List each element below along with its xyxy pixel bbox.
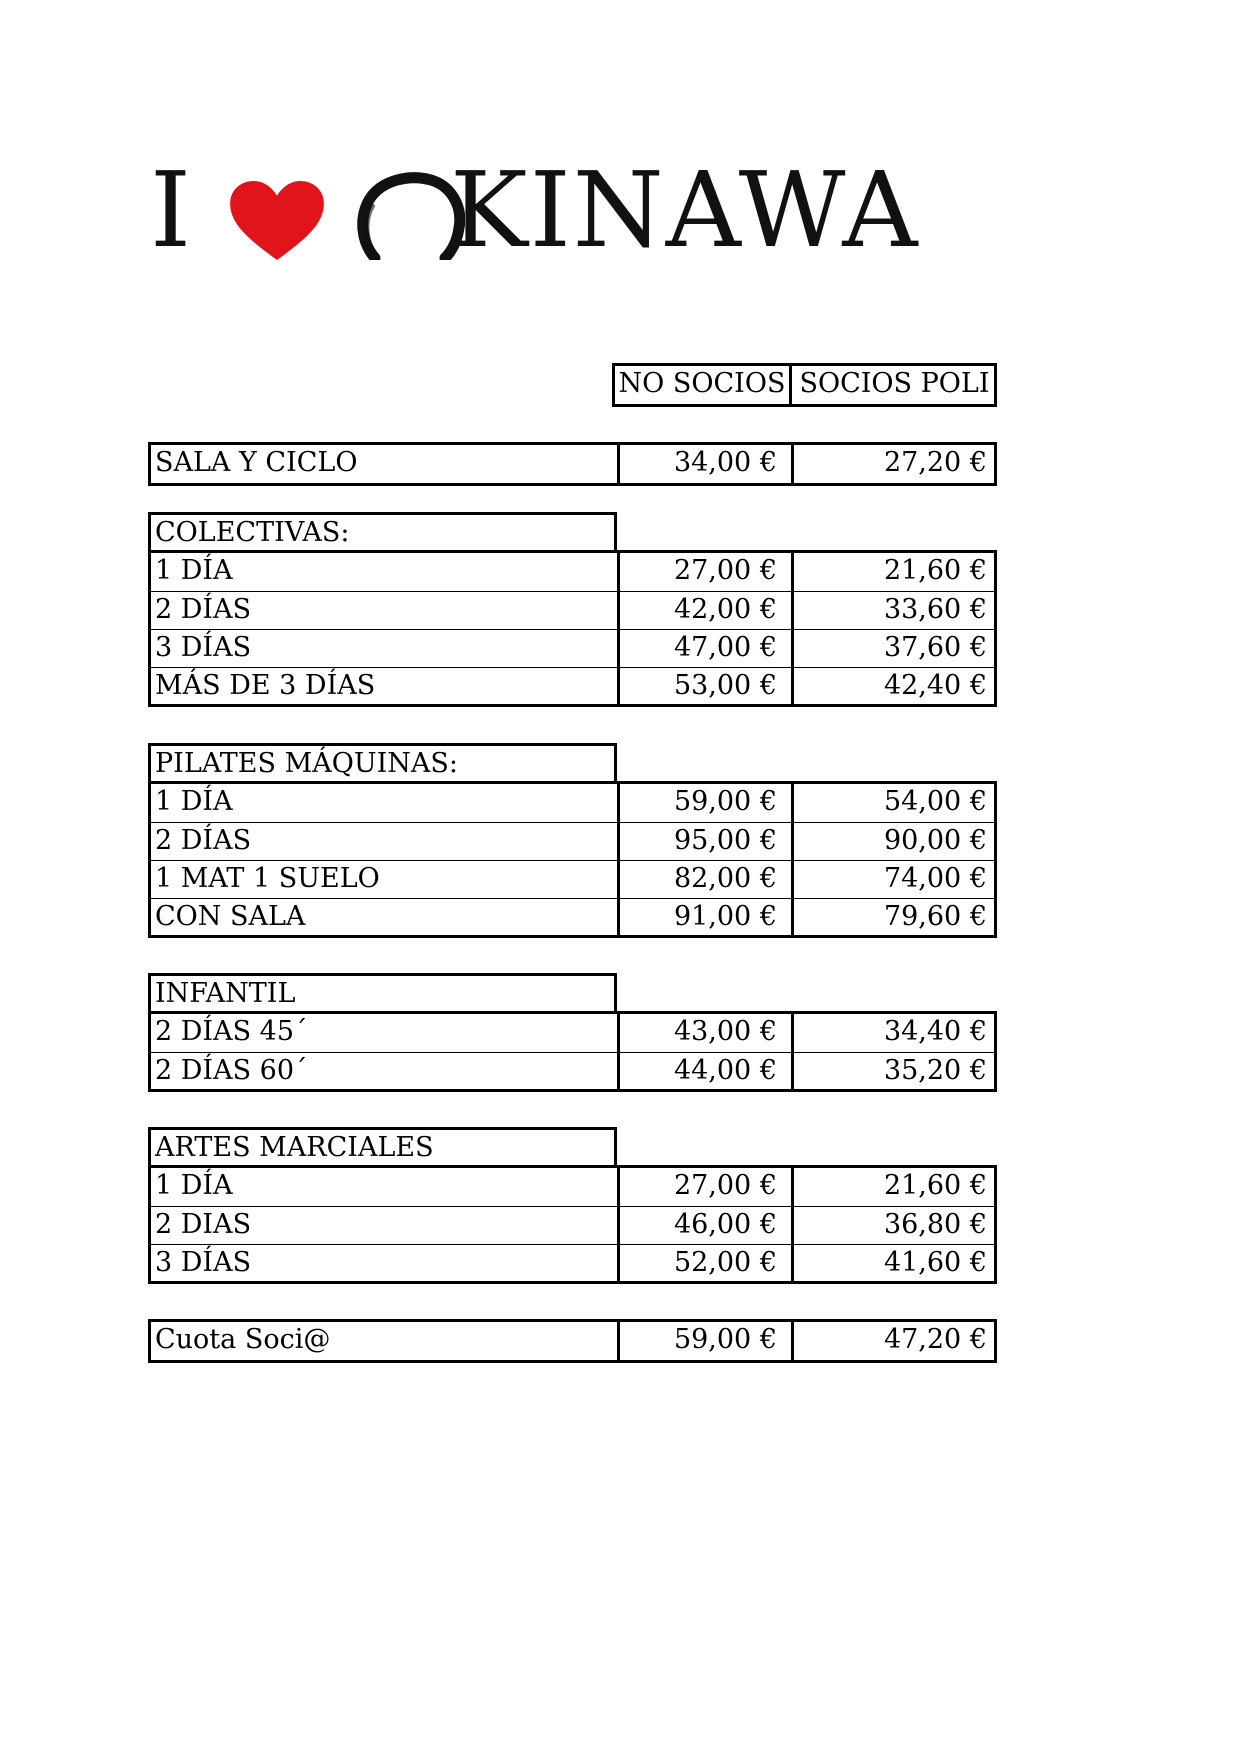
price-socios-poli: 54,00 € (791, 784, 1001, 822)
row-label: 2 DIAS (155, 1209, 252, 1240)
table-row (151, 553, 994, 591)
price-no-socios: 91,00 € (617, 899, 791, 936)
price-no-socios: 34,00 € (617, 445, 791, 483)
price-socios-poli: 79,60 € (791, 899, 1001, 936)
table-row (151, 1244, 994, 1282)
price-socios-poli: 41,60 € (791, 1245, 1001, 1282)
table-row (151, 1322, 994, 1360)
header-no-socios: NO SOCIOS (618, 368, 786, 399)
price-no-socios: 44,00 € (617, 1053, 791, 1090)
row-label: 2 DÍAS 60´ (155, 1055, 308, 1086)
row-label: 2 DÍAS 45´ (155, 1016, 308, 1047)
row-label: 1 DÍA (155, 786, 233, 817)
price-socios-poli: 37,60 € (791, 630, 1001, 667)
row-label: CON SALA (155, 901, 306, 932)
section-title-artes-marciales: ARTES MARCIALES (148, 1127, 617, 1168)
header-socios-poli: SOCIOS POLI (789, 366, 997, 404)
price-socios-poli: 90,00 € (791, 823, 1001, 860)
price-socios-poli: 74,00 € (791, 861, 1001, 898)
price-no-socios: 52,00 € (617, 1245, 791, 1282)
logo-text: KINAWA (450, 149, 920, 271)
row-label: 3 DÍAS (155, 632, 252, 663)
price-socios-poli: 36,80 € (791, 1207, 1001, 1244)
price-socios-poli: 33,60 € (791, 592, 1001, 629)
price-no-socios: 59,00 € (617, 1322, 791, 1360)
sala-y-ciclo-table (148, 442, 997, 486)
row-label: 1 DÍA (155, 1170, 233, 1201)
price-socios-poli: 35,20 € (791, 1053, 1001, 1090)
colectivas-table (148, 550, 997, 707)
cuota-socio-table (148, 1319, 997, 1363)
price-no-socios: 42,00 € (617, 592, 791, 629)
price-no-socios: 27,00 € (617, 1168, 791, 1206)
artes-marciales-table (148, 1165, 997, 1284)
logo (150, 149, 970, 271)
column-header (612, 363, 997, 407)
price-no-socios: 47,00 € (617, 630, 791, 667)
section-title-infantil: INFANTIL (148, 973, 617, 1014)
pilates-table (148, 781, 997, 938)
table-row (151, 1052, 994, 1090)
logo-letter-i: I (150, 149, 194, 271)
price-socios-poli: 21,60 € (791, 553, 1001, 591)
table-row (151, 1168, 994, 1206)
heart-icon (228, 180, 326, 262)
price-socios-poli: 27,20 € (791, 445, 1001, 483)
row-label: 2 DÍAS (155, 594, 252, 625)
table-row (151, 898, 994, 936)
price-socios-poli: 42,40 € (791, 668, 1001, 705)
row-label: MÁS DE 3 DÍAS (155, 670, 376, 701)
price-no-socios: 27,00 € (617, 553, 791, 591)
row-label: 3 DÍAS (155, 1247, 252, 1278)
row-label: 1 MAT 1 SUELO (155, 863, 380, 894)
table-row (151, 860, 994, 898)
row-label: SALA Y CICLO (155, 447, 358, 478)
table-row (151, 667, 994, 705)
section-title-pilates: PILATES MÁQUINAS: (148, 743, 617, 784)
table-row (151, 784, 994, 822)
price-socios-poli: 21,60 € (791, 1168, 1001, 1206)
table-row (151, 445, 994, 483)
price-socios-poli: 47,20 € (791, 1322, 1001, 1360)
row-label: 1 DÍA (155, 555, 233, 586)
table-row (151, 629, 994, 667)
table-row (151, 822, 994, 860)
enso-circle-icon (355, 172, 465, 260)
price-no-socios: 95,00 € (617, 823, 791, 860)
infantil-table (148, 1011, 997, 1092)
price-no-socios: 43,00 € (617, 1014, 791, 1052)
table-row (151, 1206, 994, 1244)
price-no-socios: 53,00 € (617, 668, 791, 705)
table-row (151, 1014, 994, 1052)
price-no-socios: 82,00 € (617, 861, 791, 898)
section-title-colectivas: COLECTIVAS: (148, 512, 617, 553)
table-row (151, 591, 994, 629)
price-no-socios: 59,00 € (617, 784, 791, 822)
price-no-socios: 46,00 € (617, 1207, 791, 1244)
row-label: Cuota Soci@ (155, 1324, 331, 1355)
row-label: 2 DÍAS (155, 825, 252, 856)
price-socios-poli: 34,40 € (791, 1014, 1001, 1052)
